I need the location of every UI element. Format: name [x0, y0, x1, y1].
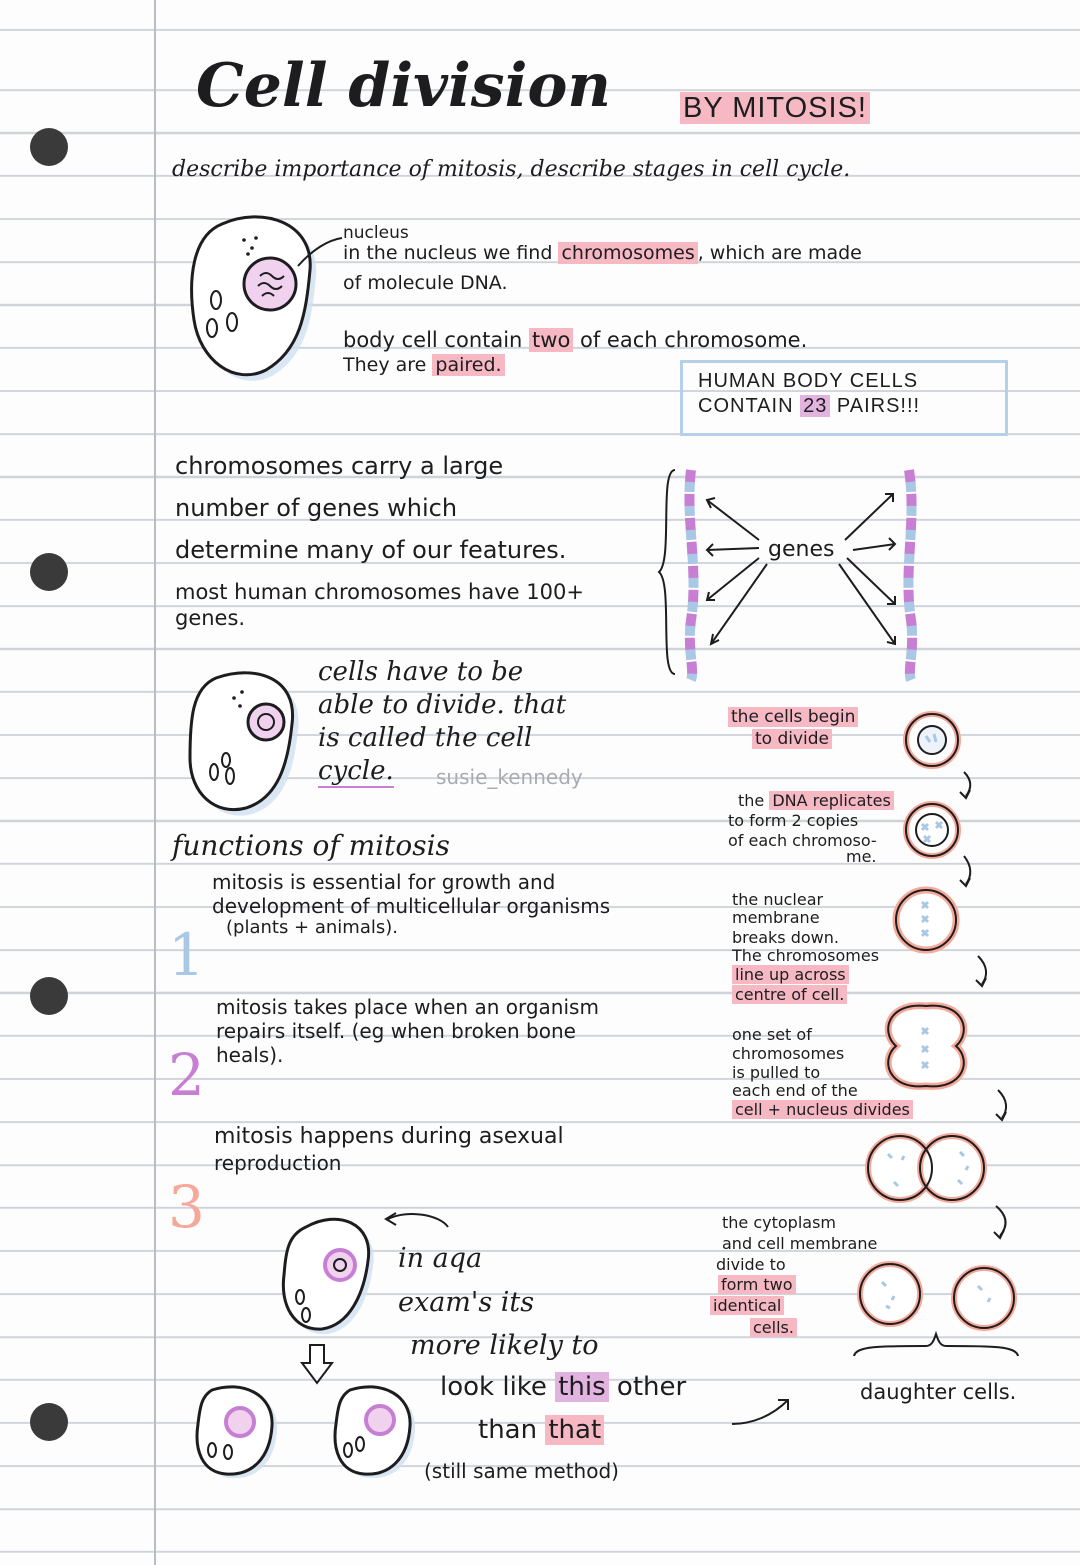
daughter-cell-right — [330, 1380, 420, 1480]
function-1-line-3: (plants + animals). — [226, 917, 398, 938]
function-number-2: 2 — [168, 1041, 205, 1109]
human-box-line-1: HUMAN BODY CELLS — [698, 370, 919, 392]
punch-hole — [30, 1403, 68, 1441]
function-1-line-1: mitosis is essential for growth and — [212, 870, 556, 894]
arrow-to-daughters — [728, 1390, 798, 1430]
punch-hole — [30, 977, 68, 1015]
objective-line: describe importance of mitosis, describe stages in cell cycle. — [172, 157, 851, 182]
animal-cell-diagram — [182, 210, 332, 380]
stage-1-line-2: to divide — [752, 730, 832, 749]
stage-2-line-3: of each chromoso- — [728, 831, 877, 850]
exam-line-4: look like this other — [440, 1372, 687, 1402]
function-2-line-3: heals). — [216, 1043, 284, 1067]
body-cell-line-1: body cell contain two of each chromosome. — [343, 328, 808, 352]
function-3-line-1: mitosis happens during asexual — [214, 1124, 564, 1149]
exam-line-1: in aqa — [398, 1243, 483, 1274]
exam-line-3: more likely to — [410, 1330, 599, 1361]
genes-line-5: genes. — [175, 606, 246, 630]
stage-4-line-4: each end of the — [732, 1081, 858, 1100]
function-number-3: 3 — [168, 1173, 205, 1241]
genes-line-2: number of genes which — [175, 494, 458, 522]
stage-3-line-6: centre of cell. — [732, 986, 847, 1004]
stage-5-line-1: the cytoplasm — [722, 1213, 836, 1232]
cycle-line-1: cells have to be — [318, 657, 524, 687]
function-2-line-2: repairs itself. (eg when broken bone — [216, 1019, 576, 1043]
stage-5-line-4: form two — [718, 1276, 796, 1294]
stage-3-line-3: breaks down. — [732, 928, 839, 947]
function-3-line-2: reproduction — [214, 1151, 342, 1175]
stage-3-line-2: membrane — [732, 908, 820, 927]
stage-2-line-4: me. — [846, 847, 877, 866]
stage-3-line-4: The chromosomes — [732, 946, 880, 965]
stage-5-line-5: identical — [710, 1297, 784, 1315]
page-subtitle: BY MITOSIS! — [680, 92, 870, 125]
cycle-line-2: able to divide. that — [318, 690, 567, 720]
genes-line-3: determine many of our features. — [175, 536, 567, 564]
daughter-cell-left — [192, 1380, 282, 1480]
function-1-line-2: development of multicellular organisms — [212, 894, 611, 918]
genes-diagram — [655, 460, 925, 690]
nucleus-label: nucleus — [343, 223, 409, 243]
stage-4-line-1: one set of — [732, 1025, 812, 1044]
stage-4-line-5: cell + nucleus divides — [732, 1101, 913, 1119]
human-box-line-2: CONTAIN 23 PAIRS!!! — [698, 395, 921, 417]
body-cell-line-2: They are paired. — [343, 355, 505, 377]
margin-line — [154, 0, 156, 1565]
function-number-1: 1 — [168, 921, 205, 989]
punch-hole — [30, 553, 68, 591]
stage-2-line-2: to form 2 copies — [728, 811, 859, 830]
stage-3-line-1: the nuclear — [732, 890, 824, 909]
stage-5-line-2: and cell membrane — [722, 1234, 878, 1253]
exam-line-6: (still same method) — [424, 1459, 619, 1483]
daughter-cells-label: daughter cells. — [860, 1380, 1017, 1404]
page-title: Cell division — [196, 51, 612, 121]
genes-line-1: chromosomes carry a large — [175, 452, 504, 480]
nucleus-line-1: in the nucleus we find chromosomes , which are made — [343, 242, 862, 264]
nucleus-line-2: of molecule DNA. — [343, 272, 508, 294]
genes-diagram-label: genes — [768, 537, 835, 562]
cycle-line-3: is called the cell — [318, 723, 533, 753]
animal-cell-small — [186, 668, 306, 818]
functions-heading: functions of mitosis — [172, 829, 450, 862]
watermark: susie_kennedy — [436, 765, 583, 789]
stage-5-line-3: divide to — [716, 1255, 786, 1274]
stage-5-line-6: cells. — [750, 1319, 797, 1337]
exam-line-5: than that — [478, 1416, 604, 1446]
stage-4-line-2: chromosomes — [732, 1044, 845, 1063]
stage-1-line-1: the cells begin — [728, 708, 858, 727]
mitosis-stage-diagrams — [860, 706, 1010, 1366]
stage-3-line-5: line up across — [732, 966, 849, 984]
genes-line-4: most human chromosomes have 100+ — [175, 580, 584, 604]
stage-4-line-3: is pulled to — [732, 1063, 821, 1082]
exam-line-2: exam's its — [398, 1287, 535, 1318]
punch-hole — [30, 128, 68, 166]
cycle-line-4: cycle. — [318, 756, 394, 786]
function-2-line-1: mitosis takes place when an organism — [216, 995, 599, 1019]
stage-2-line-1: the DNA replicates — [738, 792, 894, 810]
